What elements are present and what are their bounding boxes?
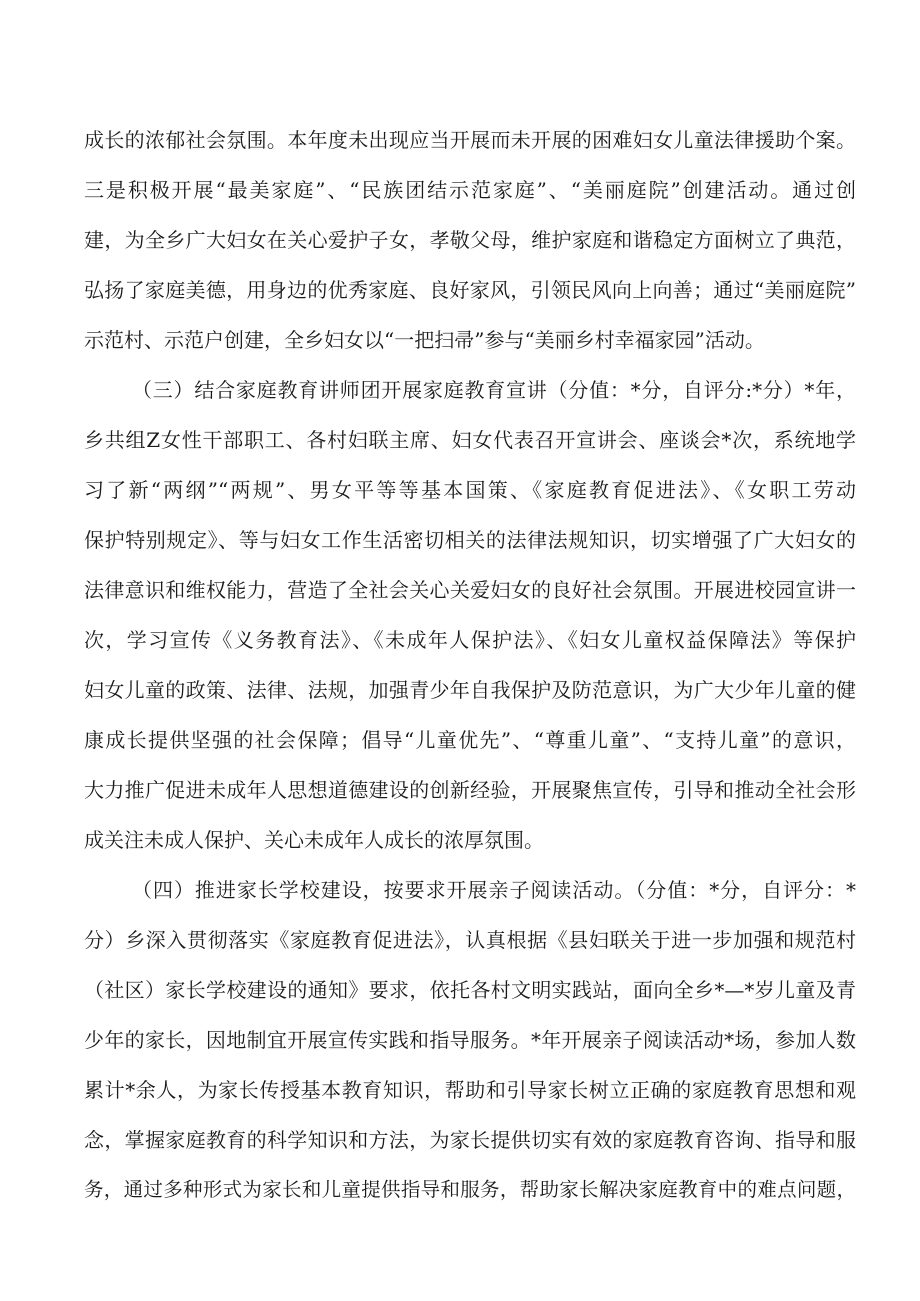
text-line: 建，为全乡广大妇女在关心爱护子女，孝敬父母，维护家庭和谐稳定方面树立了典范， [84,228,856,252]
text-line: 乡共组Z女性干部职工、各村妇联主席、妇女代表召开宣讲会、座谈会*次，系统地学 [84,428,856,452]
text-line: 分）乡深入贯彻落实《家庭教育促进法》，认真根据《县妇联关于进一步加强和规范村 [84,928,856,952]
text-line: 习了新“两纲”“两规”、男女平等等基本国策、《家庭教育促进法》、《女职工劳动 [84,478,856,502]
text-line: 念，掌握家庭教育的科学知识和方法，为家长提供切实有效的家庭教育咨询、指导和服 [84,1128,856,1152]
text-line: 务，通过多种形式为家长和儿童提供指导和服务，帮助家长解决家庭教育中的难点问题， [84,1178,856,1201]
text-line: 妇女儿童的政策、法律、法规，加强青少年自我保护及防范意识，为广大少年儿童的健 [84,678,856,702]
text-line: 弘扬了家庭美德，用身边的优秀家庭、良好家风，引领民风向上向善；通过“美丽庭院” [84,278,856,302]
text-line: 成关注未成人保护、关心未成年人成长的浓厚氛围。 [84,828,544,852]
paragraph-heading-line: （三）结合家庭教育讲师团开展家庭教育宣讲（分值：*分，自评分:*分）*年， [132,378,856,402]
text-line: 法律意识和维权能力，营造了全社会关心关爱妇女的良好社会氛围。开展进校园宣讲一 [84,578,856,602]
text-line: 少年的家长，因地制宜开展宣传实践和指导服务。*年开展亲子阅读活动*场，参加人数 [84,1028,856,1052]
text-line: 保护特别规定》、等与妇女工作生活密切相关的法律法规知识，切实增强了广大妇女的 [84,528,856,552]
text-line: 大力推广促进未成年人思想道德建设的创新经验，开展聚焦宣传，引导和推动全社会形 [84,778,856,802]
text-line: 次，学习宣传《义务教育法》、《未成年人保护法》、《妇女儿童权益保障法》等保护 [84,628,856,652]
text-line: 康成长提供坚强的社会保障；倡导“儿童优先”、“尊重儿童”、“支持儿童”的意识， [84,728,856,752]
text-line: 成长的浓郁社会氛围。本年度未出现应当开展而未开展的困难妇女儿童法律援助个案。 [84,128,856,152]
text-line: 示范村、示范户创建，全乡妇女以“一把扫帚”参与“美丽乡村幸福家园”活动。 [84,328,765,352]
paragraph-heading-line: （四）推进家长学校建设，按要求开展亲子阅读活动。（分值：*分，自评分：* [132,878,856,902]
text-line: 三是积极开展“最美家庭”、“民族团结示范家庭”、“美丽庭院”创建活动。通过创 [84,178,856,202]
text-line: 累计*余人，为家长传授基本教育知识，帮助和引导家长树立正确的家庭教育思想和观 [84,1078,856,1102]
text-line: （社区）家长学校建设的通知》要求，依托各村文明实践站，面向全乡*—*岁儿童及青 [84,978,856,1002]
